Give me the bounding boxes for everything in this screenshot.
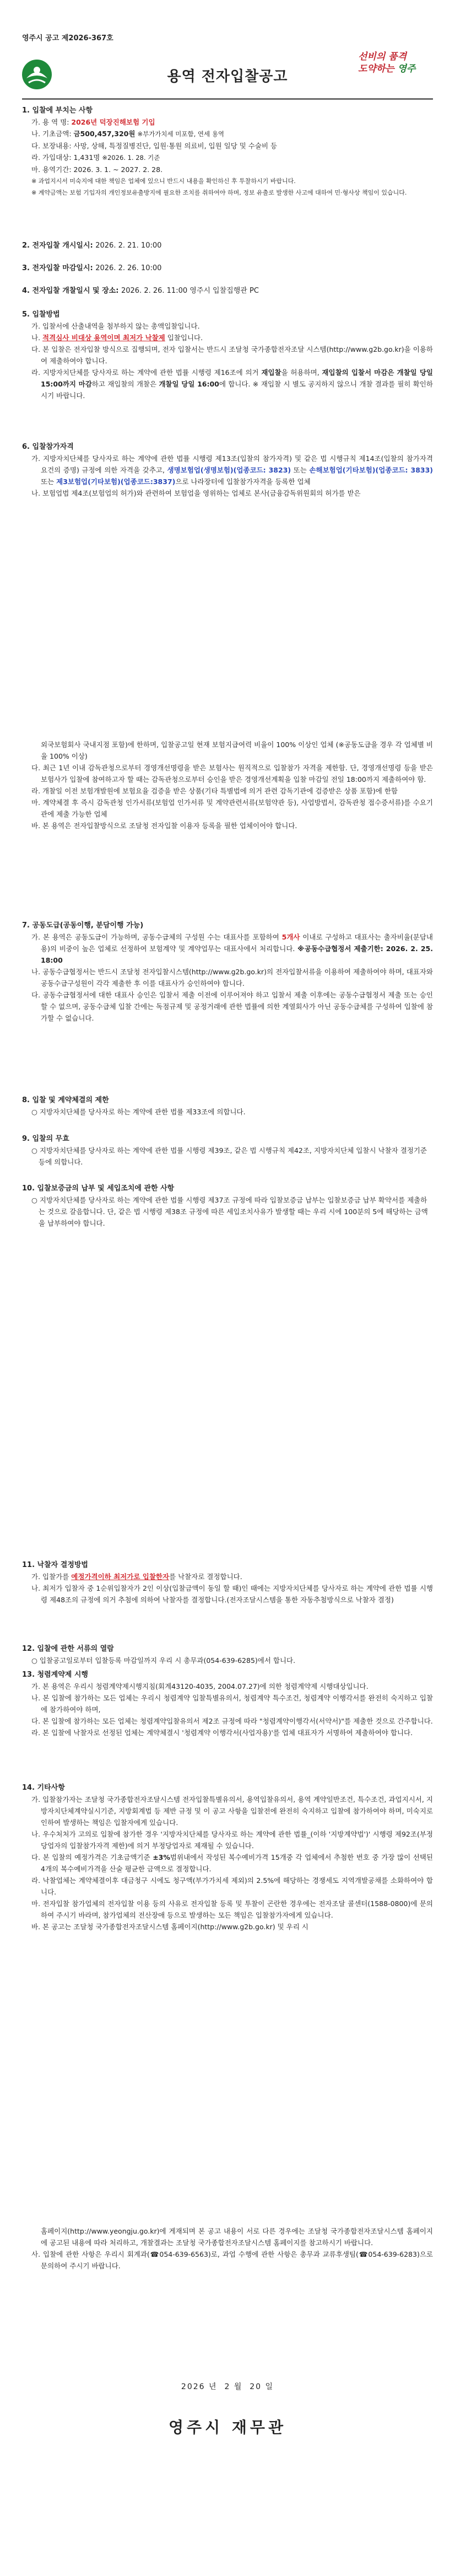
s7-item-b: 나. 공동수급협정서는 반드시 조달청 전자입찰시스템(http://www.g2b.go.kr)의 전자입찰서류을 이용하여 제출하여야 하며, 대표자와 공동수급구성원이 각각 제출한 후 이를 대표사가 승인하여야 합니다. (31, 968, 433, 988)
slogan-part-a: 도약하는 (358, 63, 394, 74)
s6-item-a (22, 453, 433, 487)
s14-item-f-cont: 홈페이지(http://www.yeongju.go.kr)에 게재되며 본 공고 내용이 서로 다른 경우에는 조달청 국가종합전자조달시스템 홈페이지에 공고된 내용에 따라 처리하고, 개찰결과는 조달청 국가종합전자조달시스템 홈페이지를 참고하시기 바랍니다. (41, 2227, 433, 2247)
notice-date (0, 2381, 455, 2392)
s14-item-b: 나. 우수처처가 고의로 입찰에 참가한 경우 '지방자치단체를 당사자로 하는 계약에 관한 법률_(이하 '지방계약법')' 시행령 제92조(부정당업자의 입찰참가자격 제한)에 의거 부정당업자로 제재될 수 있습니다. (31, 1830, 433, 1850)
section-8 (22, 1094, 433, 1118)
s2-label: 2. 전자입찰 개시일시: (22, 242, 93, 250)
s1-item-d (22, 152, 433, 164)
s13-item-d: 라. 본 입찰에 낙찰자로 선정된 업체는 계약체결시 '청렴계약 이행각서(사업자용)'를 업체 대표자가 서명하여 제출하여야 합니다. (31, 1729, 413, 1737)
s7-a-mid: 이내로 구성하고 대표사는 출자비율(분담내용)의 비중이 높은 업체로 선정하여 보험계약 및 계약업무는 대표사에서 처리합니다. (41, 933, 433, 953)
s3-label: 3. 전자입찰 마감일시: (22, 264, 93, 272)
section-13 (22, 1669, 433, 1738)
page-title: 용역 전자입찰공고 (167, 68, 288, 85)
s6-a-code-1: 생명보험업(생명보험)(업종코드: 3823) (167, 466, 291, 474)
section-6 (22, 441, 433, 499)
s6-a-code-3: 제3보험업(기타보험)(업종코드:3837) (56, 477, 176, 486)
s14-item-d: 라. 낙찰업체는 계약체결이후 대금청구 시에도 청구액(부가가치세 제외)의 2.5%에 해당하는 경쟁세도 지역개발공채를 소화하여야 합니다. (31, 1876, 433, 1896)
s1-d-note: ※2026. 1. 28. 기준 (102, 154, 160, 162)
s1-note-1: ※ 과업지시서 미숙지에 대한 책임은 업체에 있으니 반드시 내용을 확인하신 후 투찰하시기 바랍니다. (31, 178, 296, 185)
s4-value: 2026. 2. 26. 11:00 영주시 입찰집행관 PC (121, 287, 259, 295)
s8-item: ○ 지방자치단체를 당사자로 하는 계약에 관한 법률 제33조에 의합니다. (31, 1108, 246, 1116)
section-3-line (22, 262, 433, 274)
section-5 (22, 309, 433, 401)
s6-item-c: 다. 최근 1년 이내 감독관청으로부터 경영개선명령을 받은 보험사는 원직적으로 입찰참가 자격을 제한함. 단, 경영개선명령 등을 받은 보험사가 입찰에 참여하고자 할 때는 감독관청으로부터 승인을 받은 경영개선계획을 입찰 마감일 전일 18:00까지 제출하여야 함. (31, 764, 433, 783)
s13-item-b: 나. 본 입찰에 참가하는 모든 업체는 우리시 청렴계약 입찰특별유의서, 청렴계약 특수조건, 청렴계약 이행각서를 완전히 숙지하고 입찰에 참가하여야 하며, (31, 1694, 433, 1714)
s6-item-b: 나. 보험업법 제4조(보험업의 허가)와 관련하여 보험업을 영위하는 업체로 본사(금융감독위원회의 허가를 받은 (31, 489, 361, 497)
s1-item-b (22, 128, 433, 140)
section-1 (22, 105, 433, 198)
s5-b-highlight: 적격심사 비대상 용역이며 최저가 낙찰제 (42, 334, 165, 342)
s11-item-b: 나. 최저가 입찰자 중 1순위입찰자가 2인 이상(입찰금액이 동일 할 때)인 때에는 지방자치단체를 당사자로 하는 계약에 관한 법률 시행령 제48조의 규정에 의거 추첨에 의하여 낙찰자를 결정합니다.(전자조달시스템을 통한 자동추첨방식으로 낙찰자 결정) (31, 1584, 433, 1604)
section-10-heading: 10. 입찰보증금의 납부 및 세입조치에 관한 사항 (22, 1184, 175, 1193)
section-14-heading: 14. 기타사항 (22, 1784, 65, 1792)
s6-item-e: 마. 계약체결 후 즉시 감독관청 인가서류(보험업 인가서류 및 계약관련서류(보험약관 등), 사업방법서, 감독관청 접수증서류)를 수요기관에 제출 가능한 업체 (31, 798, 433, 818)
section-5-heading: 5. 입찰방법 (22, 310, 60, 319)
section-2-line (22, 240, 433, 251)
s1-b-value: 금500,457,320원 (73, 130, 136, 138)
section-14-continued (22, 2225, 433, 2272)
section-6-heading: 6. 입찰참가자격 (22, 443, 74, 451)
s1-item-c: 다. 보장내용: 사망, 상해, 특정질병진단, 입원·통원 의료비, 입원 일당 및 수술비 등 (31, 142, 278, 150)
s13-item-c: 다. 본 입찰에 참가하는 모든 업체는 청렴계약입찰유의서 제2조 규정에 따라 "청렴계약이행각서(서약서)"를 제출한 것으로 간주합니다. (31, 1717, 433, 1725)
section-2 (22, 240, 433, 251)
s1-note-2: ※ 계약금액는 보험 기입자의 개인정보유출방지에 필요한 조치를 취하여야 하며, 정보 유출로 발생한 사고에 대하여 민·형사상 책임이 있습니다. (31, 189, 407, 196)
section-13-heading: 13. 청렴계약제 시행 (22, 1671, 88, 1679)
s1-b-label: 나. 기초금액: (31, 130, 72, 138)
section-12-heading: 12. 입찰에 관한 서류의 열람 (22, 1645, 114, 1653)
section-7-heading: 7. 공동도급(공동이행, 분담이행 가능) (22, 921, 144, 930)
s4-label: 4. 전자입찰 개찰일시 및 장소: (22, 287, 119, 295)
s5-d-mid-2: 하고 재입찰의 개찰은 (91, 380, 159, 388)
section-6-continued (22, 739, 433, 831)
s3-value: 2026. 2. 26. 10:00 (95, 264, 162, 272)
section-9 (22, 1133, 433, 1168)
slogan-part-b: 영주 (397, 63, 416, 74)
s1-d-text: 라. 가입대상: 1,431명 (31, 153, 100, 162)
s6-a-code-2: 손해보험업(기타보험)(업종코드: 3833) (309, 466, 433, 474)
section-4 (22, 285, 433, 297)
s7-a-deadline: ※공동수급협정서 제출기한: 2026. 2. 25. 18:00 (41, 944, 433, 964)
s6-item-b-cont: 외국보험회사 국내지점 포함)에 한하며, 입찰공고일 현재 보험지급여력 비율이 100% 이상인 업체 (※공동도급을 경우 각 업체별 비율 100% 이상) (41, 740, 433, 760)
s14-item-c (22, 1852, 433, 1875)
s1-b-note: ※부가가치세 미포함, 연세 용역 (137, 130, 225, 138)
s1-a-name: 2026년 덕장진해보험 기입 (71, 118, 155, 126)
s5-d-bold-1: 재입찰 (261, 368, 281, 377)
s11-a-highlight: 예정가격이하 최저가로 입찰한자 (71, 1573, 170, 1581)
issuing-authority: 영주시 재무관 (168, 2418, 287, 2437)
date-year-suffix: 년 (209, 2382, 218, 2391)
s14-c-range: ±3% (153, 1853, 170, 1861)
section-4-line (22, 285, 433, 297)
s7-item-c: 다. 공동수급협정서에 대한 대표사 승인은 입찰서 제출 이전에 이루어져야 하고 입찰서 제출 이후에는 공동수급협정서 제출 또는 승인할 수 없으며, 공동수급체 입찰 간에는 독점규제 및 공정거래에 관한 법률에 의한 계열회사가 아닌 공동수급체를 구성하여 입찰에 참가할 수 없습니다. (31, 991, 433, 1022)
s5-b-prefix: 나. (31, 334, 41, 342)
slogan-line-2 (358, 63, 435, 75)
section-1-heading: 1. 입찰에 부치는 사항 (22, 106, 93, 115)
s5-item-a: 가. 입찰서에 산출내역을 첨부하지 않는 총액입찰입니다. (31, 322, 200, 330)
s1-item-e: 마. 용역기간: 2026. 3. 1. ~ 2027. 2. 28. (31, 165, 163, 174)
s11-item-a (22, 1571, 433, 1582)
s14-c-suffix: 범위내에서 작성된 복수예비가격 15개중 각 업체에서 추첨한 번호 중 가장 많이 선택된 4개의 복수예비가격을 산술 평균한 금액으로 결정합니다. (41, 1853, 433, 1873)
section-10 (22, 1183, 433, 1229)
s11-a-suffix: 를 낙찰자로 결정합니다. (169, 1573, 242, 1581)
s5-d-bold-2: 재입찰의 입찰서 마감은 개찰일 당일 15:00까지 마감 (41, 368, 433, 388)
s5-b-suffix: 입찰입니다. (167, 334, 203, 342)
s14-item-a: 가. 입찰참가자는 조달청 국가종합전자조달시스템 전자입찰특별유의서, 용역입찰유의서, 용역 계약일반조건, 특수조건, 과업지시서, 지방자치단체계약실시기준, 지방회계법 등 제반 규정 및 이 공고 사항을 입찰전에 완전히 숙지하고 입찰에 참가하여야 하며, 미숙지로 인하여 발생하는 책임은 입찰자에게 있습니다. (31, 1795, 433, 1827)
s5-item-c: 다. 본 입찰은 전자입찰 방식으로 집행되며, 전자 입찰서는 반드시 조달청 국가종합전자조달 시스템(http://www.g2b.go.kr)을 이용하여 제출하여야 합니다. (31, 345, 433, 365)
s14-item-g: 사. 입찰에 관한 사항은 우리시 회계과(☎054-639-6563)로, 과업 수행에 관한 사항은 총무과 교류후생팀(☎054-639-6283)으로 문의하여 주시기 바랍니다. (31, 2250, 433, 2270)
date-month-suffix: 월 (234, 2382, 243, 2391)
s1-item-a (22, 116, 433, 128)
s5-item-b (22, 332, 433, 344)
s10-item: ○ 지방자치단체를 당사자로 하는 계약에 관한 법률 시행령 제37조 규정에 따라 입찰보증금 납부는 입찰보증금 납부 확약서를 제출하는 것으로 갈음합니다. 단, 같은 법 시행령 제38조 규정에 따른 세입조치사유가 발생할 때는 우리 시에 100분의 5에 해당하는 금액을 납부하여야 합니다. (31, 1196, 428, 1227)
s5-d-prefix: 라. 지방자치단체를 당사자로 하는 계약에 관한 법률 시행령 제16조에 의거 (31, 368, 262, 377)
section-3 (22, 262, 433, 274)
section-8-heading: 8. 입찰 및 계약체결의 제한 (22, 1096, 109, 1104)
section-9-heading: 9. 입찰의 무효 (22, 1135, 69, 1143)
date-month: 2 (224, 2382, 231, 2391)
s13-item-a: 가. 본 용역은 우리시 청렴계약제시행지침(회계43120-4035, 2004.07.27)에 의한 청렴계약제 시행대상입니다. (31, 1682, 369, 1690)
s2-value: 2026. 2. 21. 10:00 (95, 242, 162, 250)
slogan-line-1: 선비의 품격 (358, 51, 407, 62)
s7-a-prefix: 가. 본 용역은 공동도급이 가능하며, 공동수급체의 구성원 수는 대표사를 포함하여 (31, 933, 282, 941)
s5-item-d (22, 367, 433, 401)
s5-d-mid: 을 허용하며, (281, 368, 322, 377)
s6-item-f: 바. 본 용역은 전자입찰방식으로 조달청 전자입찰 이용자 등록을 필한 업체이어야 합니다. (31, 822, 297, 830)
s6-a-suffix: 으로 나라장터에 입찰참가자격을 등록한 업체 (175, 477, 311, 486)
s7-item-a (22, 931, 433, 966)
s6-a-mid-2: 또는 (41, 477, 57, 486)
s6-item-d: 라. 개찰일 이전 보험개발원에 보험요율 검증을 받은 상품(기타 특별법에 의거 관련 감독기관에 검증받은 상품 포함)에 한함 (31, 787, 398, 795)
s7-a-highlight: 5개사 (281, 933, 300, 941)
doc-number: 영주시 공고 제2026-367호 (22, 34, 113, 42)
s5-d-suffix: 에 합니다. ※ 재입찰 시 별도 공지하지 않으니 개찰 결과를 필히 확인하시기 바랍니다. (41, 380, 433, 400)
section-7 (22, 920, 433, 1024)
s14-c-prefix: 다. 본 입찰의 예정가격은 기초금액기준 (31, 1853, 153, 1861)
s9-item: ○ 지방자치단체를 당사자로 하는 계약에 관한 법률 시행령 제39조, 같은 법 시행규칙 제42조, 지방자치단체 입찰시 낙찰자 결정기준 등에 의합니다. (31, 1146, 427, 1166)
city-slogan (358, 51, 435, 75)
s5-d-bold-3: 개찰일 당일 16:00 (159, 380, 219, 388)
s14-item-f: 바. 본 공고는 조달청 국가종합전자조달시스템 홈페이지(http://www.g2b.go.kr) 및 우리 시 (31, 1923, 308, 1931)
date-day: 20 (250, 2382, 262, 2391)
section-11 (22, 1559, 433, 1606)
s14-item-e: 마. 전자입찰 참가업체의 전자입찰 이용 등의 사유로 전자입찰 등록 및 투찰이 곤란한 경우에는 전자조달 콜센터(1588-0800)에 문의하여 주시기 바라며, 참가업체의 전산장애 등으로 발생하는 모든 책임은 입찰참가자에게 있습니다. (31, 1899, 433, 1919)
s6-a-mid-1: 또는 (291, 466, 310, 474)
s12-item: ○ 입찰공고일로부터 입찰등록 마감일까지 우리 시 총무과(054-639-6285)에서 합니다. (31, 1656, 296, 1665)
section-12 (22, 1643, 433, 1666)
section-14 (22, 1782, 433, 1933)
date-year: 2026 (181, 2382, 205, 2391)
title-divider (22, 98, 433, 100)
section-11-heading: 11. 낙찰자 결정방법 (22, 1561, 88, 1569)
date-day-suffix: 일 (265, 2382, 274, 2391)
s1-a-label: 가. 용 역 명: (31, 118, 69, 126)
s11-a-prefix: 가. 입찰가를 (31, 1573, 72, 1581)
s6-a-text: 가. 지방자치단체를 당사자로 하는 계약에 관한 법률 시행령 제13조(입찰의 참가자격) 및 같은 법 시행규칙 제14조(입찰의 참가자격 요건의 증명) 규정에 의한 자격을 갖추고, (31, 454, 433, 474)
